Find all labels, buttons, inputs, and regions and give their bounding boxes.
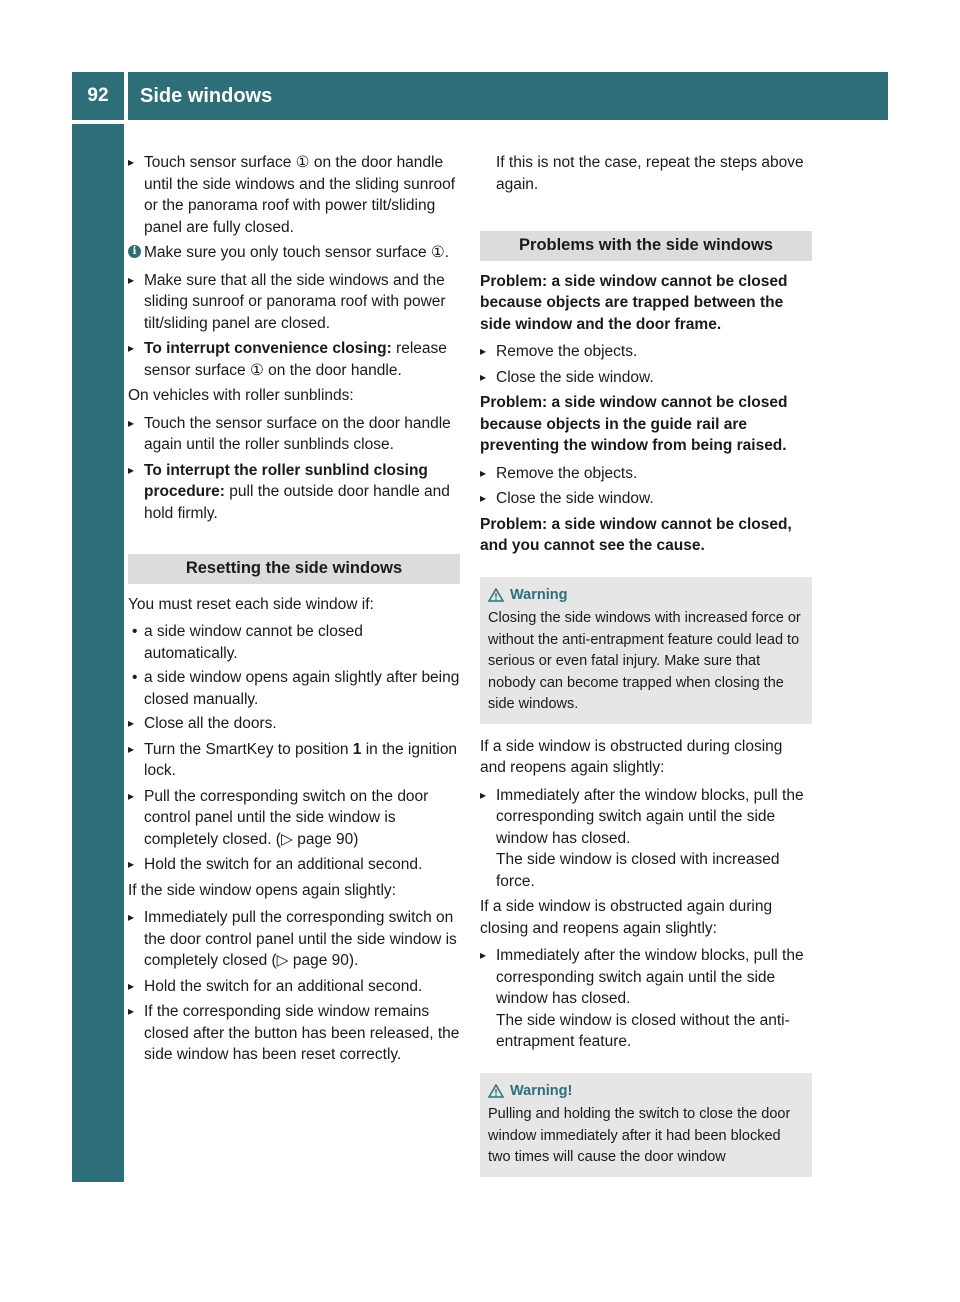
page-number: 92 xyxy=(72,72,124,120)
info-note: i Make sure you only touch sensor surface ①. xyxy=(128,242,460,264)
warning-icon xyxy=(488,588,504,602)
paragraph: You must reset each side window if: xyxy=(128,595,374,613)
section-heading: Resetting the side windows xyxy=(128,554,460,584)
problem-text: Problem: a side window cannot be closed, and you cannot see the cause. xyxy=(480,515,792,554)
step: ▸ Close all the doors. xyxy=(128,713,460,735)
arrow-icon: ▸ xyxy=(480,344,487,358)
step: ▸ Immediately after the window blocks, pull the corresponding switch again until the side window has closed. The side window is closed without the anti-entrapment feature. xyxy=(480,947,804,1050)
right-column xyxy=(480,152,812,1189)
arrow-icon: ▸ xyxy=(128,788,135,803)
arrow-icon: ▸ xyxy=(128,1004,135,1018)
warning-text: Closing the side windows with increased force or without the anti-entrapment feature could lead to serious or even fatal injury. Make sure that nobody can become trapped when closing the side windows. xyxy=(488,610,801,712)
step: ▸ Pull the corresponding switch on the door control panel until the side window is completely closed. (▷ page 90) xyxy=(128,787,429,848)
warning-title: Warning xyxy=(510,586,568,603)
step: ▸ To interrupt convenience closing: release sensor surface ① on the door handle. xyxy=(128,340,447,379)
arrow-icon: ▸ xyxy=(480,465,487,480)
info-icon: i xyxy=(128,245,141,258)
arrow-icon: ▸ xyxy=(480,491,487,505)
step: ▸ Immediately pull the corresponding switch on the door control panel until the side window is completely closed (▷ page 90). xyxy=(128,909,457,969)
paragraph: On vehicles with roller sunblinds: xyxy=(128,387,354,404)
arrow-icon: ▸ xyxy=(128,155,135,169)
section-heading: Problems with the side windows xyxy=(480,231,812,261)
left-column xyxy=(128,152,460,1070)
page-title: Side windows xyxy=(128,72,888,120)
step: ▸ Close the side window. xyxy=(480,488,812,510)
problem-text: Problem: a side window cannot be closed because objects in the guide rail are preventing the window from being raised. xyxy=(480,394,788,454)
step: ▸ Remove the objects. xyxy=(480,341,812,363)
arrow-icon: ▸ xyxy=(480,948,487,962)
step: ▸ Touch the sensor surface on the door handle again until the roller sunblinds close. xyxy=(128,414,451,453)
step: ▸ Hold the switch for an additional second. xyxy=(128,976,460,998)
warning-box xyxy=(480,1073,812,1177)
arrow-icon: ▸ xyxy=(128,741,135,756)
step: ▸ If the corresponding side window remains closed after the button has been released, the side window has been reset correctly. xyxy=(128,1003,460,1063)
arrow-icon: ▸ xyxy=(128,910,135,924)
side-tab xyxy=(72,124,124,1182)
warning-icon xyxy=(488,1084,504,1098)
warning-title: Warning! xyxy=(510,1082,573,1099)
arrow-icon: ▸ xyxy=(480,369,487,384)
paragraph: If this is not the case, repeat the steps above again. xyxy=(496,154,804,193)
arrow-icon: ▸ xyxy=(128,415,135,430)
arrow-icon: ▸ xyxy=(128,978,135,993)
arrow-icon: ▸ xyxy=(128,462,135,477)
list-item: • a side window cannot be closed automatically. xyxy=(132,623,363,662)
arrow-icon: ▸ xyxy=(128,857,135,871)
arrow-icon: ▸ xyxy=(128,341,135,355)
list-item: • a side window opens again slightly after being closed manually. xyxy=(132,669,460,708)
section-label: Opening and closing xyxy=(86,340,109,548)
step: ▸ Immediately after the window blocks, pull the corresponding switch again until the side window has closed. The side window is closed with increased force. xyxy=(480,786,804,890)
step: ▸ Remove the objects. xyxy=(480,463,812,485)
step: ▸ Touch sensor surface ① on the door handle until the side windows and the sliding sunroof or the panorama roof with power tilt/sliding panel are fully closed. xyxy=(128,154,456,236)
step: ▸ To interrupt the roller sunblind closing procedure: pull the outside door handle and hold firmly. xyxy=(128,461,450,522)
arrow-icon: ▸ xyxy=(128,716,135,730)
arrow-icon: ▸ xyxy=(128,272,135,287)
arrow-icon: ▸ xyxy=(480,787,487,802)
paragraph: If a side window is obstructed again during closing and reopens again slightly: xyxy=(480,898,773,937)
warning-text: Pulling and holding the switch to close the door window immediately after it had been blocked two times will cause the door window xyxy=(488,1106,791,1165)
warning-box xyxy=(480,577,812,724)
paragraph: If a side window is obstructed during closing and reopens again slightly: xyxy=(480,737,783,776)
paragraph: If the side window opens again slightly: xyxy=(128,881,396,899)
step: ▸ Hold the switch for an additional second. xyxy=(128,854,460,876)
step: ▸ Turn the SmartKey to position 1 in the ignition lock. xyxy=(128,740,458,779)
step: ▸ Close the side window. xyxy=(480,367,812,389)
problem-text: Problem: a side window cannot be closed because objects are trapped between the side window and the door frame. xyxy=(480,272,788,333)
step: ▸ Make sure that all the side windows and the sliding sunroof or panorama roof with power tilt/sliding panel are closed. xyxy=(128,271,446,332)
